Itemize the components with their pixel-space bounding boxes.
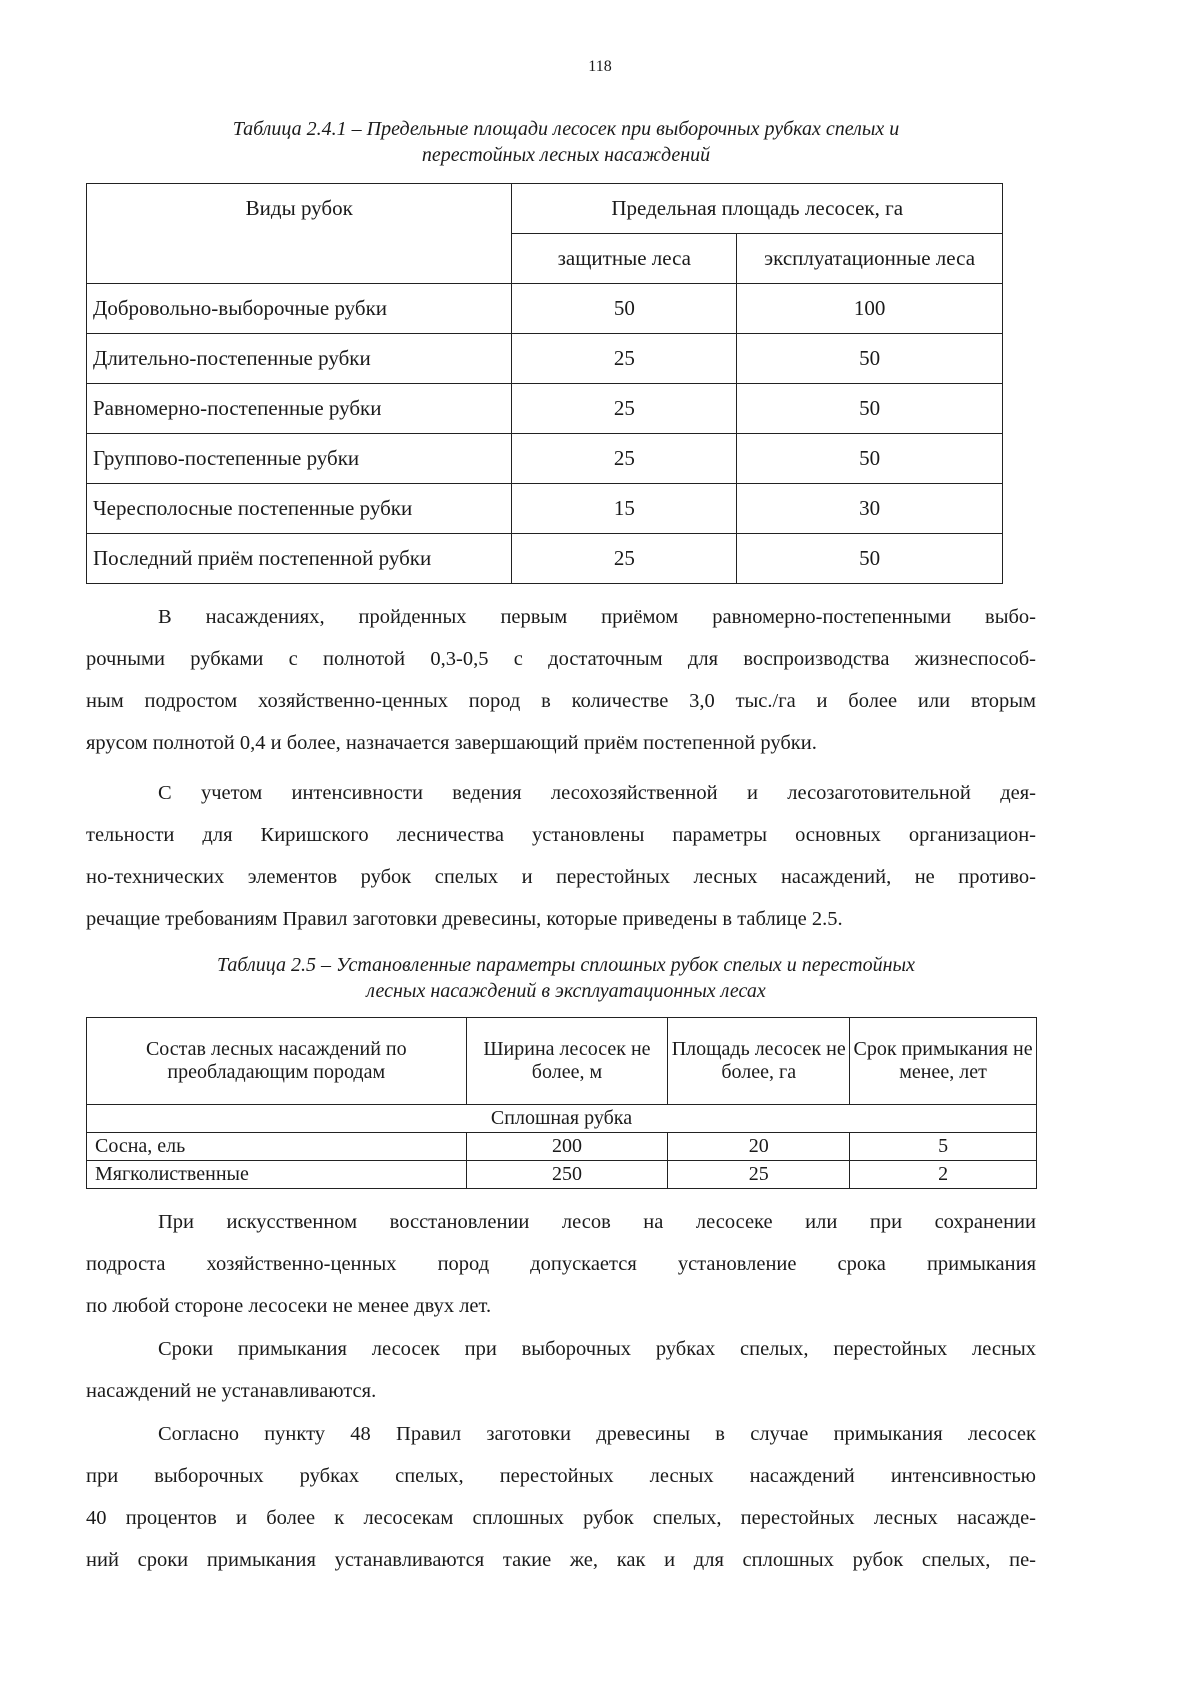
section-row: Сплошная рубка	[87, 1105, 1037, 1133]
cell-operational: 50	[737, 334, 1003, 384]
cell-operational: 50	[737, 434, 1003, 484]
header-area-limit: Предельная площадь лесосек, га	[512, 184, 1003, 234]
caption-line: перестойных лесных насаждений	[421, 144, 711, 166]
paragraph-line: речащие требованиям Правил заготовки древесины, которые приведены в таблице 2.5.	[86, 908, 843, 930]
cell-protective: 25	[512, 334, 737, 384]
table-row	[87, 284, 1003, 334]
paragraph-line: С учетом интенсивности ведения лесохозяйственной и лесозаготовительной дея-	[158, 782, 1036, 804]
cell-protective: 25	[512, 384, 737, 434]
header-term: Срок примыкания не менее, лет	[850, 1018, 1037, 1105]
paragraph-line: ний сроки примыкания устанавливаются такие же, как и для сплошных рубок спелых, пе-	[86, 1549, 1036, 1571]
row-name: Сосна, ель	[87, 1133, 467, 1161]
cell-term: 2	[850, 1161, 1037, 1189]
header-operational-forests: эксплуатационные леса	[737, 234, 1003, 284]
cutting-area-limits-table	[86, 183, 1003, 584]
cell-protective: 50	[512, 284, 737, 334]
paragraph-line: ным подростом хозяйственно-ценных пород в количестве 3,0 тыс./га и более или вторым	[86, 690, 1036, 712]
cell-protective: 15	[512, 484, 737, 534]
table-caption	[86, 116, 1046, 168]
page-number: 118	[588, 58, 612, 75]
paragraph-line: Согласно пункту 48 Правил заготовки древесины в случае примыкания лесосек	[158, 1423, 1036, 1445]
caption-line: Таблица 2.4.1 – Предельные площади лесосек при выборочных рубках спелых и	[232, 118, 900, 140]
paragraph-line: тельности для Киришского лесничества установлены параметры основных организацион-	[86, 824, 1036, 846]
cell-protective: 25	[512, 434, 737, 484]
paragraph-line: Сроки примыкания лесосек при выборочных рубках спелых, перестойных лесных	[158, 1338, 1036, 1360]
caption-line: Таблица 2.5 – Установленные параметры сплошных рубок спелых и перестойных	[217, 954, 915, 976]
row-name: Последний приём постепенной рубки	[87, 534, 512, 584]
header-composition: Состав лесных насаждений по преобладающим породам	[87, 1018, 467, 1105]
table-row	[87, 484, 1003, 534]
table-caption	[86, 952, 1046, 1004]
row-name: Группово-постепенные рубки	[87, 434, 512, 484]
paragraph-line: 40 процентов и более к лесосекам сплошных рубок спелых, перестойных лесных насажде-	[86, 1507, 1036, 1529]
table-row	[87, 534, 1003, 584]
cell-operational: 50	[737, 534, 1003, 584]
cell-area: 20	[668, 1133, 850, 1161]
cell-area: 25	[668, 1161, 850, 1189]
paragraph-line: При искусственном восстановлении лесов на лесосеке или при сохранении	[158, 1211, 1036, 1233]
table-row	[87, 1161, 1037, 1189]
paragraph-line: ярусом полнотой 0,4 и более, назначается завершающий приём постепенной рубки.	[86, 732, 817, 754]
header-width: Ширина лесосек не более, м	[466, 1018, 668, 1105]
cell-width: 250	[466, 1161, 668, 1189]
paragraph-line: насаждений не устанавливаются.	[86, 1380, 377, 1402]
paragraph-line: В насаждениях, пройденных первым приёмом равномерно-постепенными выбо-	[158, 606, 1036, 628]
row-name: Длительно-постепенные рубки	[87, 334, 512, 384]
caption-line: лесных насаждений в эксплуатационных лесах	[366, 980, 766, 1002]
header-area: Площадь лесосек не более, га	[668, 1018, 850, 1105]
row-name: Чересполосные постепенные рубки	[87, 484, 512, 534]
clear-cutting-parameters-table	[86, 1017, 1037, 1189]
paragraph-line: при выборочных рубках спелых, перестойных лесных насаждений интенсивностью	[86, 1465, 1036, 1487]
row-name: Мягколиственные	[87, 1161, 467, 1189]
header-protective-forests: защитные леса	[512, 234, 737, 284]
paragraph-line: но-технических элементов рубок спелых и перестойных лесных насаждений, не противо-	[86, 866, 1036, 888]
row-name: Равномерно-постепенные рубки	[87, 384, 512, 434]
paragraph	[86, 1413, 1036, 1581]
table-row	[87, 434, 1003, 484]
cell-protective: 25	[512, 534, 737, 584]
cell-operational: 100	[737, 284, 1003, 334]
paragraph-line: рочными рубками с полнотой 0,3-0,5 с достаточным для воспроизводства жизнеспособ-	[86, 648, 1036, 670]
cell-term: 5	[850, 1133, 1037, 1161]
paragraph	[86, 1201, 1036, 1327]
cell-width: 200	[466, 1133, 668, 1161]
table-row	[87, 334, 1003, 384]
header-cutting-type: Виды рубок	[87, 184, 512, 284]
table-row	[87, 1133, 1037, 1161]
paragraph-line: подроста хозяйственно-ценных пород допускается установление срока примыкания	[86, 1253, 1036, 1275]
cell-operational: 50	[737, 384, 1003, 434]
row-name: Добровольно-выборочные рубки	[87, 284, 512, 334]
paragraph-line: по любой стороне лесосеки не менее двух лет.	[86, 1295, 492, 1317]
cell-operational: 30	[737, 484, 1003, 534]
paragraph	[86, 1328, 1036, 1412]
paragraph	[86, 596, 1036, 764]
table-row	[87, 384, 1003, 434]
paragraph	[86, 772, 1036, 940]
